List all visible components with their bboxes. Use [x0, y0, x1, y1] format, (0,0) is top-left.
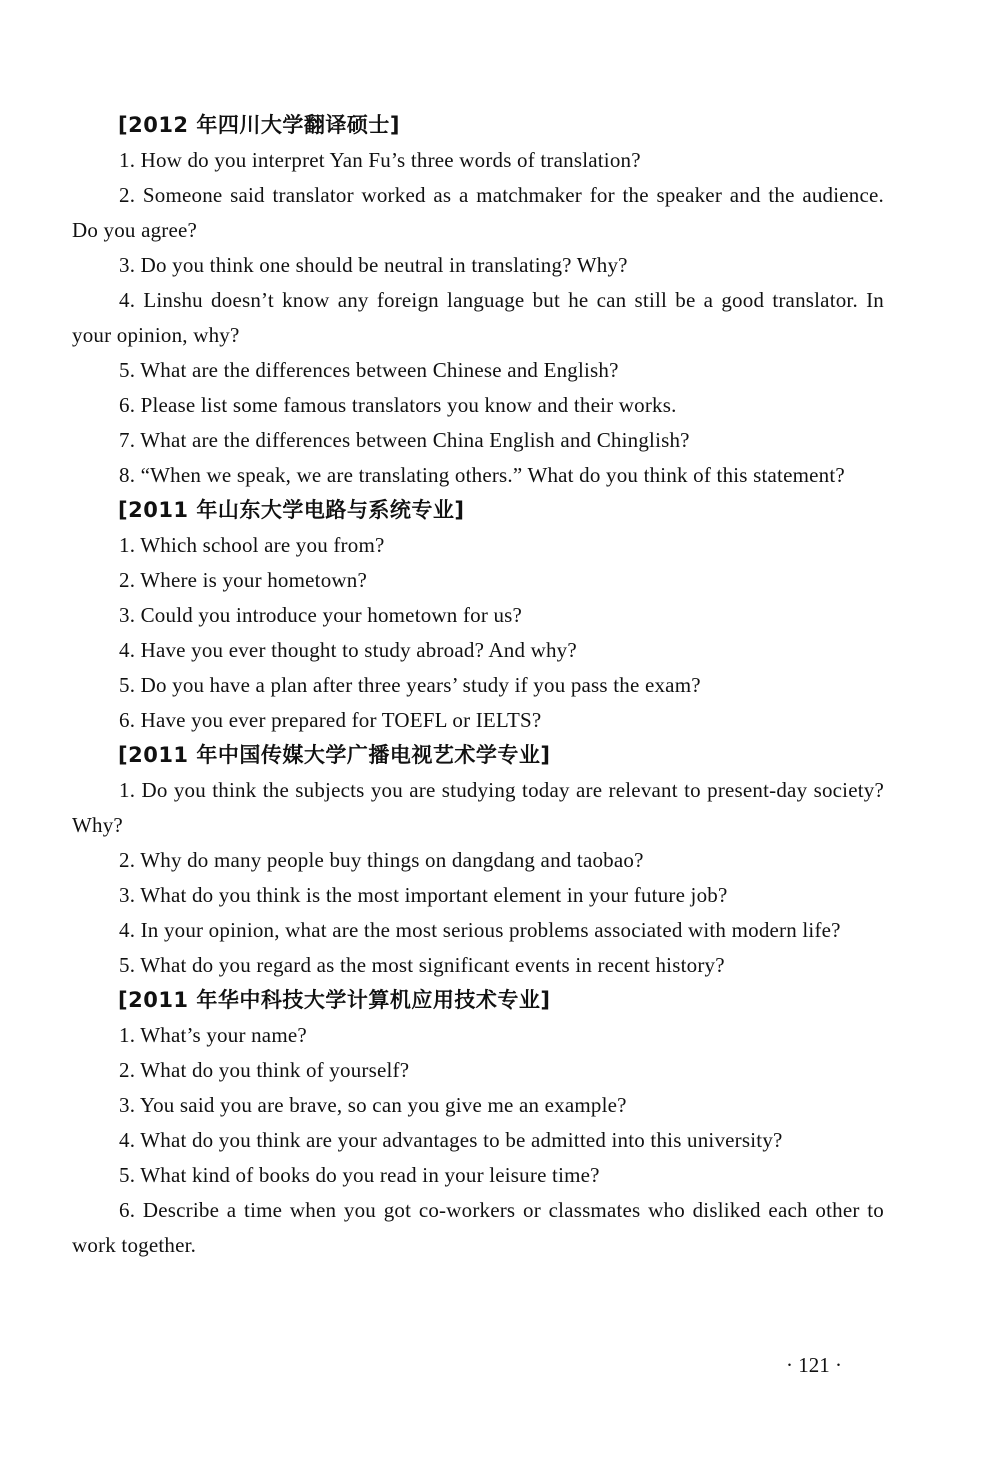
question-item: 3. Could you introduce your hometown for us? — [119, 603, 523, 627]
section-heading: [2011 年华中科技大学计算机应用技术专业] — [118, 988, 551, 1012]
question-item: 3. You said you are brave, so can you give me an example? — [119, 1093, 627, 1117]
question-item: 5. Do you have a plan after three years’ study if you pass the exam? — [119, 673, 701, 697]
question-item: 5. What do you regard as the most significant events in recent history? — [119, 953, 725, 977]
question-item: 6. Describe a time when you got co-workers or classmates who disliked each other to work together. — [72, 1198, 884, 1257]
section-heading: [2012 年四川大学翻译硕士] — [118, 113, 400, 137]
question-item: 7. What are the differences between China English and Chinglish? — [119, 428, 690, 452]
question-item: 4. Have you ever thought to study abroad? And why? — [119, 638, 577, 662]
question-item: 2. Someone said translator worked as a matchmaker for the speaker and the audience. Do you agree? — [72, 183, 884, 242]
question-item: 1. What’s your name? — [119, 1023, 307, 1047]
section-shandong — [72, 493, 884, 738]
question-item: 2. Why do many people buy things on dangdang and taobao? — [119, 848, 644, 872]
section-sichuan — [72, 108, 884, 493]
question-item: 8. “When we speak, we are translating others.” What do you think of this statement? — [119, 463, 845, 487]
question-item: 1. How do you interpret Yan Fu’s three words of translation? — [119, 148, 641, 172]
question-item: 1. Do you think the subjects you are studying today are relevant to present-day society? Why? — [72, 778, 884, 837]
section-cuc — [72, 738, 884, 983]
question-item: 2. Where is your hometown? — [119, 568, 368, 592]
question-item: 5. What kind of books do you read in your leisure time? — [119, 1163, 600, 1187]
section-heading: [2011 年中国传媒大学广播电视艺术学专业] — [118, 743, 551, 767]
question-item: 4. In your opinion, what are the most serious problems associated with modern life? — [119, 918, 841, 942]
question-item: 1. Which school are you from? — [119, 533, 385, 557]
question-item: 6. Have you ever prepared for TOEFL or IELTS? — [119, 708, 542, 732]
question-item: 3. What do you think is the most important element in your future job? — [119, 883, 728, 907]
question-item: 4. What do you think are your advantages to be admitted into this university? — [119, 1128, 783, 1152]
question-item: 3. Do you think one should be neutral in translating? Why? — [119, 253, 628, 277]
question-item: 4. Linshu doesn’t know any foreign language but he can still be a good translator. In your opinion, why? — [72, 288, 884, 347]
question-item: 6. Please list some famous translators you know and their works. — [119, 393, 677, 417]
page-content — [72, 108, 884, 1263]
section-heading: [2011 年山东大学电路与系统专业] — [118, 498, 465, 522]
page-number: · 121 · — [786, 1353, 842, 1377]
question-item: 2. What do you think of yourself? — [119, 1058, 410, 1082]
question-item: 5. What are the differences between Chinese and English? — [119, 358, 619, 382]
section-hust — [72, 983, 884, 1263]
